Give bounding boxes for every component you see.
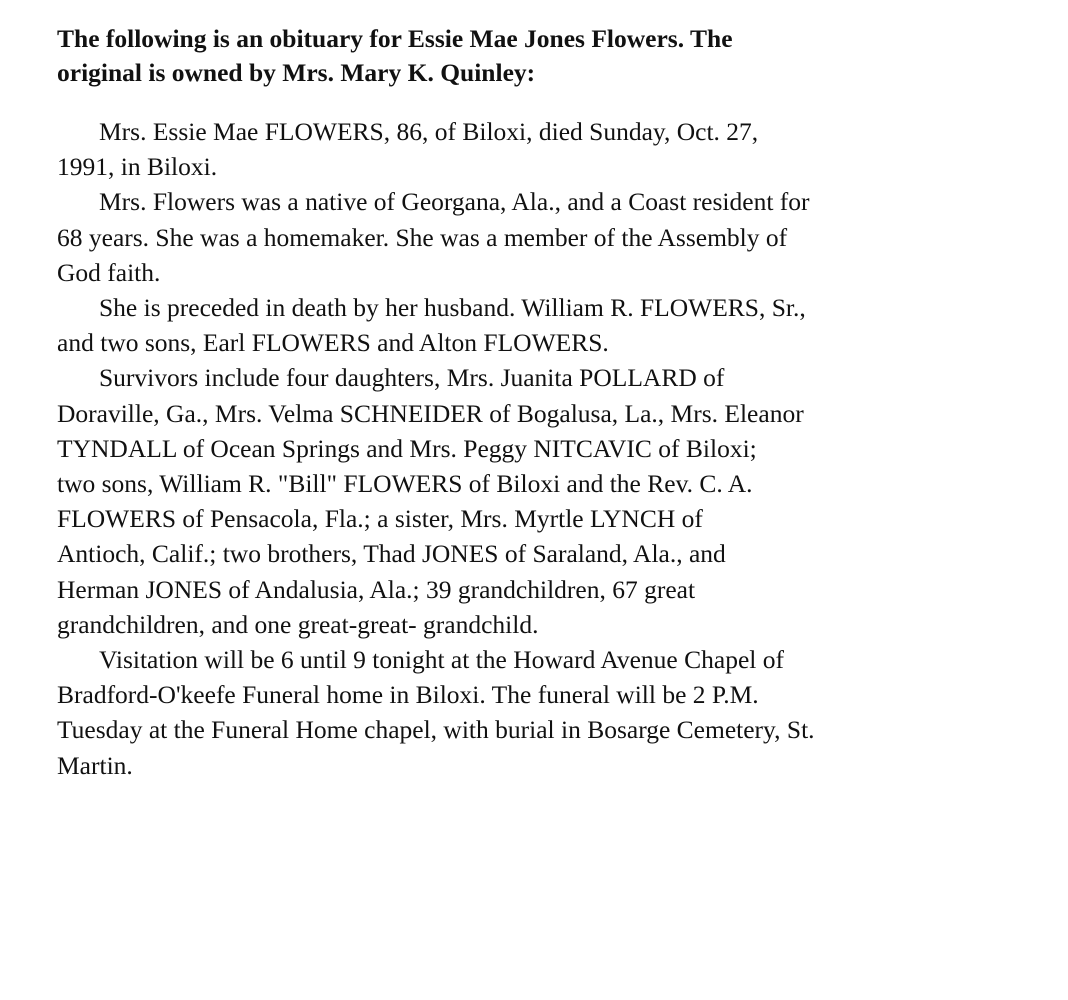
text-line: Bradford-O'keefe Funeral home in Biloxi. The funeral will be 2 P.M. <box>57 680 759 710</box>
obituary-paragraph-death <box>57 114 1017 184</box>
intro-line: The following is an obituary for Essie Mae Jones Flowers. The <box>57 24 733 53</box>
text-line: grandchildren, and one great-great- grandchild. <box>57 609 539 639</box>
text-line: Mrs. Essie Mae FLOWERS, 86, of Biloxi, died Sunday, Oct. 27, <box>99 117 759 146</box>
text-line: 68 years. She was a homemaker. She was a member of the Assembly of <box>57 222 788 252</box>
obituary-paragraph-services <box>57 642 1017 783</box>
text-line: 1991, in Biloxi. <box>57 152 218 182</box>
obituary-paragraph-survivors <box>57 360 1017 642</box>
obituary-paragraph-background <box>57 184 1017 290</box>
text-line: two sons, William R. "Bill" FLOWERS of Biloxi and the Rev. C. A. <box>57 469 753 499</box>
intro-line: original is owned by Mrs. Mary K. Quinley: <box>57 58 536 87</box>
obituary-paragraph-preceded <box>57 290 1017 360</box>
document-page <box>57 22 1017 783</box>
text-line: Antioch, Calif.; two brothers, Thad JONES of Saraland, Ala., and <box>57 539 726 569</box>
text-line: Visitation will be 6 until 9 tonight at the Howard Avenue Chapel of <box>99 645 784 675</box>
text-line: TYNDALL of Ocean Springs and Mrs. Peggy NITCAVIC of Biloxi; <box>57 433 757 463</box>
text-line: FLOWERS of Pensacola, Fla.; a sister, Mrs. Myrtle LYNCH of <box>57 504 703 534</box>
text-line: Survivors include four daughters, Mrs. Juanita POLLARD of <box>99 363 725 393</box>
text-line: Martin. <box>57 750 133 780</box>
text-line: and two sons, Earl FLOWERS and Alton FLOWERS. <box>57 328 609 358</box>
text-line: She is preceded in death by her husband. William R. FLOWERS, Sr., <box>99 293 806 323</box>
text-line: Mrs. Flowers was a native of Georgana, Ala., and a Coast resident for <box>99 187 810 217</box>
intro-heading <box>57 22 1017 90</box>
obituary-body <box>57 114 1017 783</box>
text-line: Doraville, Ga., Mrs. Velma SCHNEIDER of Bogalusa, La., Mrs. Eleanor <box>57 398 804 428</box>
text-line: Herman JONES of Andalusia, Ala.; 39 grandchildren, 67 great <box>57 574 696 604</box>
text-line: God faith. <box>57 257 161 287</box>
text-line: Tuesday at the Funeral Home chapel, with burial in Bosarge Cemetery, St. <box>57 715 815 745</box>
